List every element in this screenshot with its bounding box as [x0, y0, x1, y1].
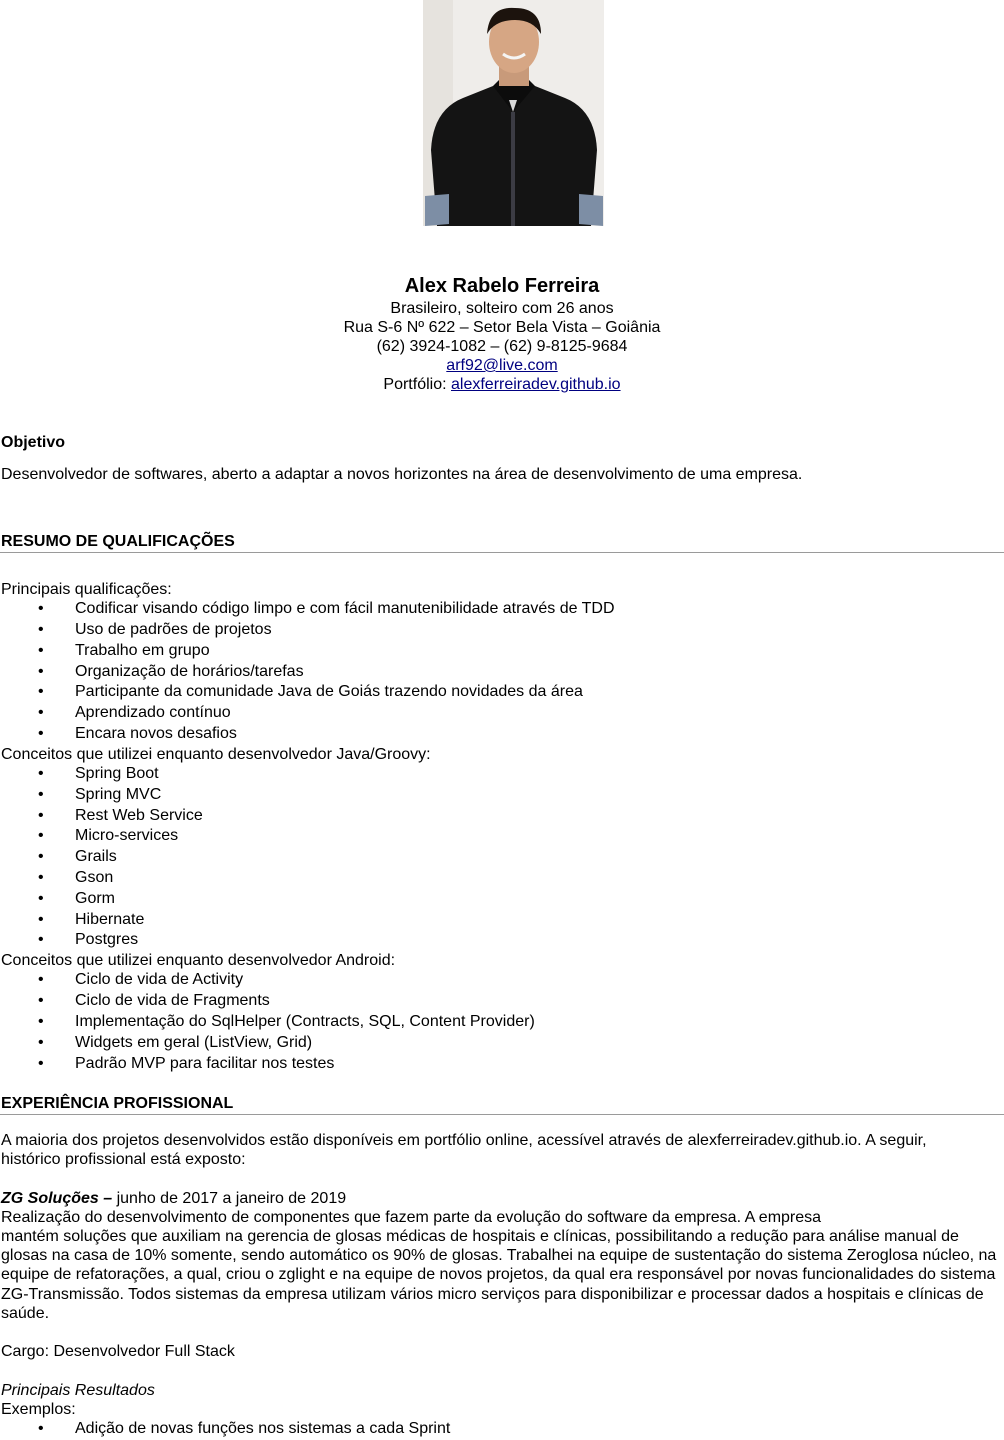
objective-title: Objetivo: [1, 434, 66, 451]
job-heading: [1, 1189, 1004, 1208]
personal-info: Brasileiro, solteiro com 26 anos: [390, 300, 614, 317]
qualifications-section-title: RESUMO DE QUALIFICAÇÕES: [0, 532, 1004, 553]
list-item: • Rest Web Service: [1, 806, 1004, 827]
main-qualifications-label: Principais qualificações:: [1, 581, 172, 598]
experience-intro: A maioria dos projetos desenvolvidos estão disponíveis em portfólio online, acessível através de alexferreiradev.github.io. A seguir, histórico profissional está exposto:: [1, 1132, 927, 1169]
list-item: • Grails: [1, 847, 1004, 868]
company-name: ZG Soluções –: [1, 1190, 113, 1207]
list-item: • Hibernate: [1, 910, 1004, 931]
list-item: • Adição de novas funções nos sistemas a cada Sprint: [1, 1419, 1004, 1440]
examples-list: [1, 1419, 1004, 1440]
list-item: • Padrão MVP para facilitar nos testes: [1, 1054, 1004, 1075]
candidate-name: Alex Rabelo Ferreira: [404, 275, 600, 297]
list-item: • Micro-services: [1, 826, 1004, 847]
portfolio-label: Portfólio:: [383, 376, 451, 393]
list-item: • Ciclo de vida de Activity: [1, 970, 1004, 991]
job-role: Cargo: Desenvolvedor Full Stack: [1, 1343, 235, 1360]
objective-text: Desenvolvedor de softwares, aberto a adaptar a novos horizontes na área de desenvolvimento de uma empresa.: [1, 466, 803, 483]
list-item: • Aprendizado contínuo: [1, 703, 1004, 724]
list-item: • Encara novos desafios: [1, 724, 1004, 745]
list-item: • Implementação do SqlHelper (Contracts, SQL, Content Provider): [1, 1012, 1004, 1033]
list-item: • Uso de padrões de projetos: [1, 620, 1004, 641]
list-item: • Participante da comunidade Java de Goiás trazendo novidades da área: [1, 682, 1004, 703]
java-concepts-list: [1, 764, 1004, 951]
java-concepts-label: Conceitos que utilizei enquanto desenvolvedor Java/Groovy:: [1, 745, 431, 763]
list-item: • Gson: [1, 868, 1004, 889]
android-concepts-list: [1, 970, 1004, 1074]
list-item: • Ciclo de vida de Fragments: [1, 991, 1004, 1012]
job-description: mantém soluções que auxiliam na gerencia de glosas médicas de hospitais e clínicas, possibilitando a redução para análise manual de glosas na casa de 10% somente, sendo automático os 90% de glosas. Trabalhei na equipe de sustentação do sistema Zeroglosa núcleo, na equipe de refatorações, a qual, criou o zglight e na equipe de novos projetos, da qual era responsável por novas funcionalidades do sistema ZG-Transmissão. Todos sistemas da empresa utilizam vários micro serviços para disponibilizar e processar dados a hospitais e clínicas de saúde.: [1, 1228, 997, 1322]
list-item: • Organização de horários/tarefas: [1, 662, 1004, 683]
list-item: • Codificar visando código limpo e com fácil manutenibilidade através de TDD: [1, 599, 1004, 620]
job-description-line1: Realização do desenvolvimento de componentes que fazem parte da evolução do software da empresa. A empresa: [1, 1209, 822, 1226]
examples-label: Exemplos:: [1, 1401, 76, 1418]
list-item: • Widgets em geral (ListView, Grid): [1, 1033, 1004, 1054]
list-item: • Trabalho em grupo: [1, 641, 1004, 662]
results-title: Principais Resultados: [1, 1382, 155, 1399]
qualifications-block: [1, 580, 1004, 1074]
list-item: • Gorm: [1, 889, 1004, 910]
email-link[interactable]: arf92@live.com: [446, 357, 558, 374]
list-item: • Spring MVC: [1, 785, 1004, 806]
list-item: • Spring Boot: [1, 764, 1004, 785]
person-photo-illustration: [423, 0, 604, 226]
experience-section-title: EXPERIÊNCIA PROFISSIONAL: [0, 1094, 1004, 1115]
phone-numbers: (62) 3924-1082 – (62) 9-8125-9684: [376, 338, 628, 355]
profile-photo: [423, 0, 604, 226]
job-period: junho de 2017 a janeiro de 2019: [112, 1190, 347, 1207]
main-qualifications-list: [1, 599, 1004, 745]
contact-header: [0, 274, 1004, 394]
portfolio-link[interactable]: alexferreiradev.github.io: [451, 376, 621, 393]
android-concepts-label: Conceitos que utilizei enquanto desenvolvedor Android:: [1, 952, 396, 970]
address: Rua S-6 Nº 622 – Setor Bela Vista – Goiânia: [343, 319, 661, 336]
list-item: • Postgres: [1, 930, 1004, 951]
